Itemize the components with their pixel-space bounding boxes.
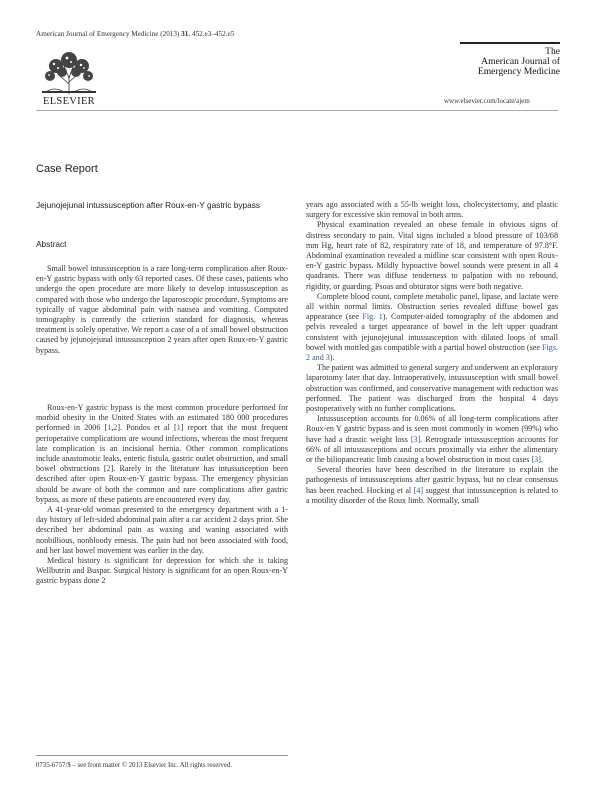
journal-volume: 31 (181, 30, 189, 38)
text-run: Intussusception accounts for 0.06% of all long-term complications after Roux-en Y gastric bypass and is seen most commonly in women (99%) who have had a drastic weight loss (306, 414, 558, 444)
body-paragraph (306, 414, 558, 465)
journal-citation (36, 30, 234, 38)
reference-link[interactable]: [4] (413, 485, 424, 495)
journal-logo-line: The (545, 46, 560, 57)
section-label: Case Report (36, 163, 98, 175)
journal-logo-line: American Journal of (481, 56, 560, 67)
abstract-body (36, 264, 288, 356)
journal-citation-prefix: American Journal of Emergency Medicine (2013) (36, 30, 182, 38)
article-title: Jejunojejunal intussusception after Roux-en-Y gastric bypass (36, 200, 260, 210)
body-paragraph: years ago associated with a 55-lb weight loss, cholecystectomy, and plastic surgery for excessive skin removal in both arms. (306, 200, 558, 220)
publisher-logo-text: ELSEVIER (43, 96, 95, 107)
text-run: Several theories have been described in the literature to explain the pathogenesis of intussusceptions after gastric bypass, but no clear consensus has been reached. Hocking et al (306, 465, 558, 495)
text-run: ]. Rarely in the literature has intussusception been described after open Roux-en-Y gastric bypass. The emergency physician should be aware of both the common and rare complications after gastric bypass, as more of these patients are encountered every day. (36, 464, 289, 504)
body-paragraph: Physical examination revealed an obese female in obvious signs of distress secondary to pain. Vital signs included a blood pressure of 103/68 mm Hg, heart rate of 82, respiratory rate of 18, and temperature of 97.8°F. Abdominal examination revealed a midline scar consistent with open Roux-en-Y gastric bypass. Mildly hypoactive bowel sounds were present in all 4 quadrants. There was diffuse tenderness to palpation with no rebound, rigidity, or guarding. Psoas and obturator signs were both negative. (306, 220, 558, 291)
journal-url-link[interactable]: www.elsevier.com/locate/ajem (444, 97, 530, 105)
abstract-heading: Abstract (36, 239, 67, 249)
reference-link[interactable]: [3] (410, 434, 421, 444)
reference-link[interactable]: [3] (531, 455, 541, 465)
reference-link[interactable]: 2 (113, 423, 118, 433)
body-paragraph: The patient was admitted to general surgery and underwent an exploratory laparotomy later that day. Intraoperatively, intussusception with small bowel obstruction was confirmed, and conservative management with reduction was performed. The patient was discharged from the hospital 4 days postoperatively with no further complications. (306, 363, 558, 414)
reference-link[interactable]: 1 (176, 423, 181, 433)
text-run: Complete blood count, complete metabolic panel, lipase, and lactate were all within normal limits. Obstruction series revealed diffuse bowel gas appearance (see (306, 291, 558, 322)
body-right-column (306, 200, 558, 506)
reference-link[interactable]: 1 (107, 423, 112, 433)
footer-divider (36, 755, 288, 756)
body-paragraph (306, 465, 558, 506)
text-run: . Retrograde intussusception accounts for 66% of all intussusceptions and occurs proximally via either the alimentary or the biliopancreatic limb causing a bowel obstruction in most cases (306, 434, 558, 465)
text-run: ] report that the most frequent perioperative complications are wound infections, whereas the most frequent late complication is an incisional hernia. Other common complications include anastomotic leaks, enteric fistula, gastric outlet obstruction, and small bowel obstructions [ (36, 423, 288, 474)
copyright-note: 0735-6757/$ – see front matter © 2013 Elsevier Inc. All rights reserved. (36, 762, 232, 769)
abstract-paragraph: Small bowel intussusception is a rare long-term complication after Roux-en-Y gastric bypass with only 63 reported cases. Of these cases, patients who undergo the open procedure are more likely to develop intussusception as compared with those who undergo the laparoscopic procedure. Symptoms are typically of vague abdominal pain with nausea and vomiting. Computed tomography is currently the criterion standard for diagnosis, whereas treatment is solely operative. We report a case of a of small bowel obstruction caused by jejunojejunal intussusception 2 years after open Roux-en-Y gastric bypass. (36, 264, 288, 355)
header-divider (36, 110, 558, 111)
text-run: ]. Pondos et al [ (117, 423, 177, 433)
journal-logo (460, 42, 560, 77)
text-run: suggest that intussusception is related to a motility disorder of the Roux limb. Normally, small (306, 485, 558, 505)
body-paragraph (36, 403, 288, 505)
body-left-column (36, 403, 288, 587)
body-paragraph: Medical history is significant for depression for which she is taking Wellbutrin and Buspar. Surgical history is significant for an open Roux-en-Y gastric bypass done 2 (36, 556, 288, 586)
text-run: , (111, 423, 114, 433)
text-run: ). Computer-aided tomography of the abdomen and pelvis revealed a target appearance of bowel in the left upper quadrant consistent with jejunojejunal intussusception with dilated loops of small bowel with mottled gas compatible with a partial bowel obstruction (see (306, 312, 559, 352)
text-run: ). (329, 353, 335, 363)
figure-link[interactable]: Figs. 2 and 3 (306, 342, 558, 363)
reference-link[interactable]: 2 (106, 464, 111, 474)
figure-link[interactable]: Fig. 1 (362, 312, 383, 322)
journal-citation-pages: , 452.e3–452.e5 (188, 30, 235, 38)
body-paragraph: A 41-year-old woman presented to the emergency department with a 1-day history of left-sided abdominal pain after a car accident 2 days prior. She described her abdominal pain as waxing and waning associated with nonbillious, nonbloody emesis. The pain had not been associated with food, and her last bowel movement was earlier in the day. (36, 505, 288, 555)
text-run: . (540, 455, 543, 465)
text-run: Roux-en-Y gastric bypass is the most common procedure performed for morbid obesity in the United States with an estimated 180 000 procedures performed in 2006 [ (36, 403, 288, 433)
journal-logo-line: Emergency Medicine (477, 66, 560, 77)
body-paragraph (306, 292, 558, 363)
